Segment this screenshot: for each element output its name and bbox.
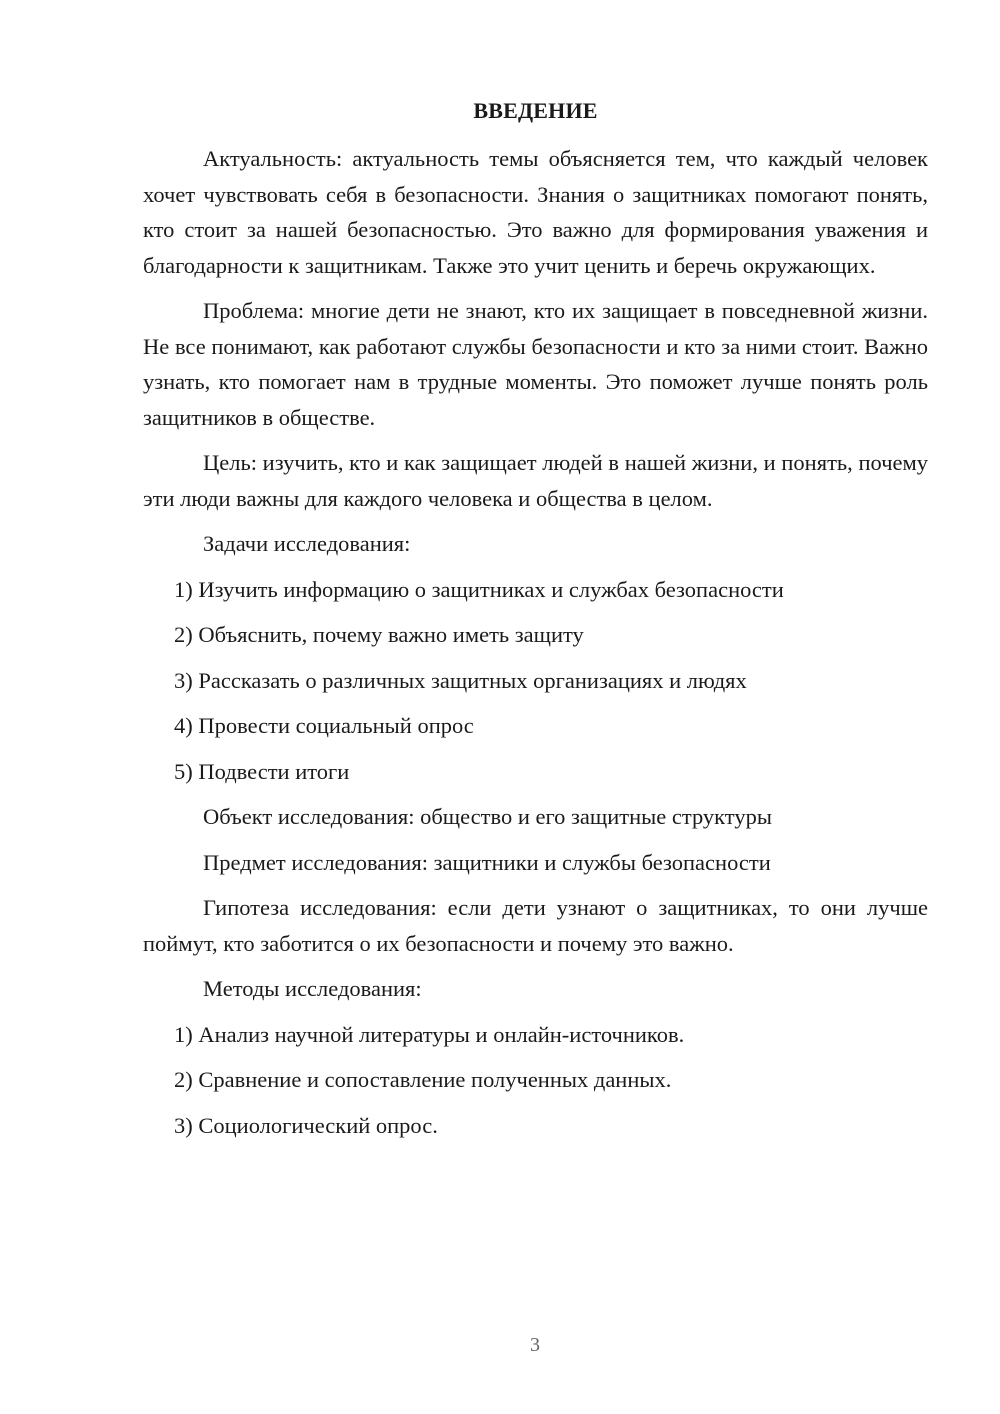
task-item: 4) Провести социальный опрос: [174, 713, 474, 738]
page-title: ВВЕДЕНИЕ: [473, 98, 598, 123]
tasks-heading: Задачи исследования:: [203, 531, 411, 556]
method-item: 1) Анализ научной литературы и онлайн-источников.: [174, 1021, 685, 1047]
paragraph-hypothesis: Гипотеза исследования: если дети узнают о защитниках, то они лучше поймут, кто заботится о их безопасности и почему это важно.: [143, 895, 928, 956]
method-item: 3) Социологический опрос.: [174, 1112, 438, 1138]
methods-list: [143, 1017, 928, 1144]
task-item: 5) Подвести итоги: [174, 758, 350, 784]
document-body: [143, 141, 928, 1143]
task-item: 2) Объяснить, почему важно иметь защиту: [174, 622, 584, 647]
methods-heading: Методы исследования:: [203, 976, 422, 1001]
paragraph-problem: Проблема: многие дети не знают, кто их защищает в повседневной жизни. Не все понимают, как работают службы безопасности и кто за ними стоит. Важно узнать, кто помогает нам в трудные моменты. Это поможет лучше понять роль защитников в обществе.: [143, 298, 928, 430]
task-item: 3) Рассказать о различных защитных организациях и людях: [174, 667, 747, 693]
task-item: 1) Изучить информацию о защитниках и службах безопасности: [174, 576, 784, 602]
paragraph-goal: Цель: изучить, кто и как защищает людей в нашей жизни, и понять, почему эти люди важны для каждого человека и общества в целом.: [143, 450, 928, 511]
paragraph-object: Объект исследования: общество и его защитные структуры: [203, 804, 772, 829]
paragraph-relevance: Актуальность: актуальность темы объясняется тем, что каждый человек хочет чувствовать себя в безопасности. Знания о защитниках помогают понять, кто стоит за нашей безопасностью. Это важно для формирования уважения и благодарности к защитникам. Также это учит ценить и беречь окружающих.: [143, 146, 928, 278]
page-number: 3: [530, 1334, 540, 1356]
tasks-list: [143, 572, 928, 790]
paragraph-subject: Предмет исследования: защитники и службы безопасности: [203, 849, 771, 875]
method-item: 2) Сравнение и сопоставление полученных данных.: [174, 1067, 672, 1092]
